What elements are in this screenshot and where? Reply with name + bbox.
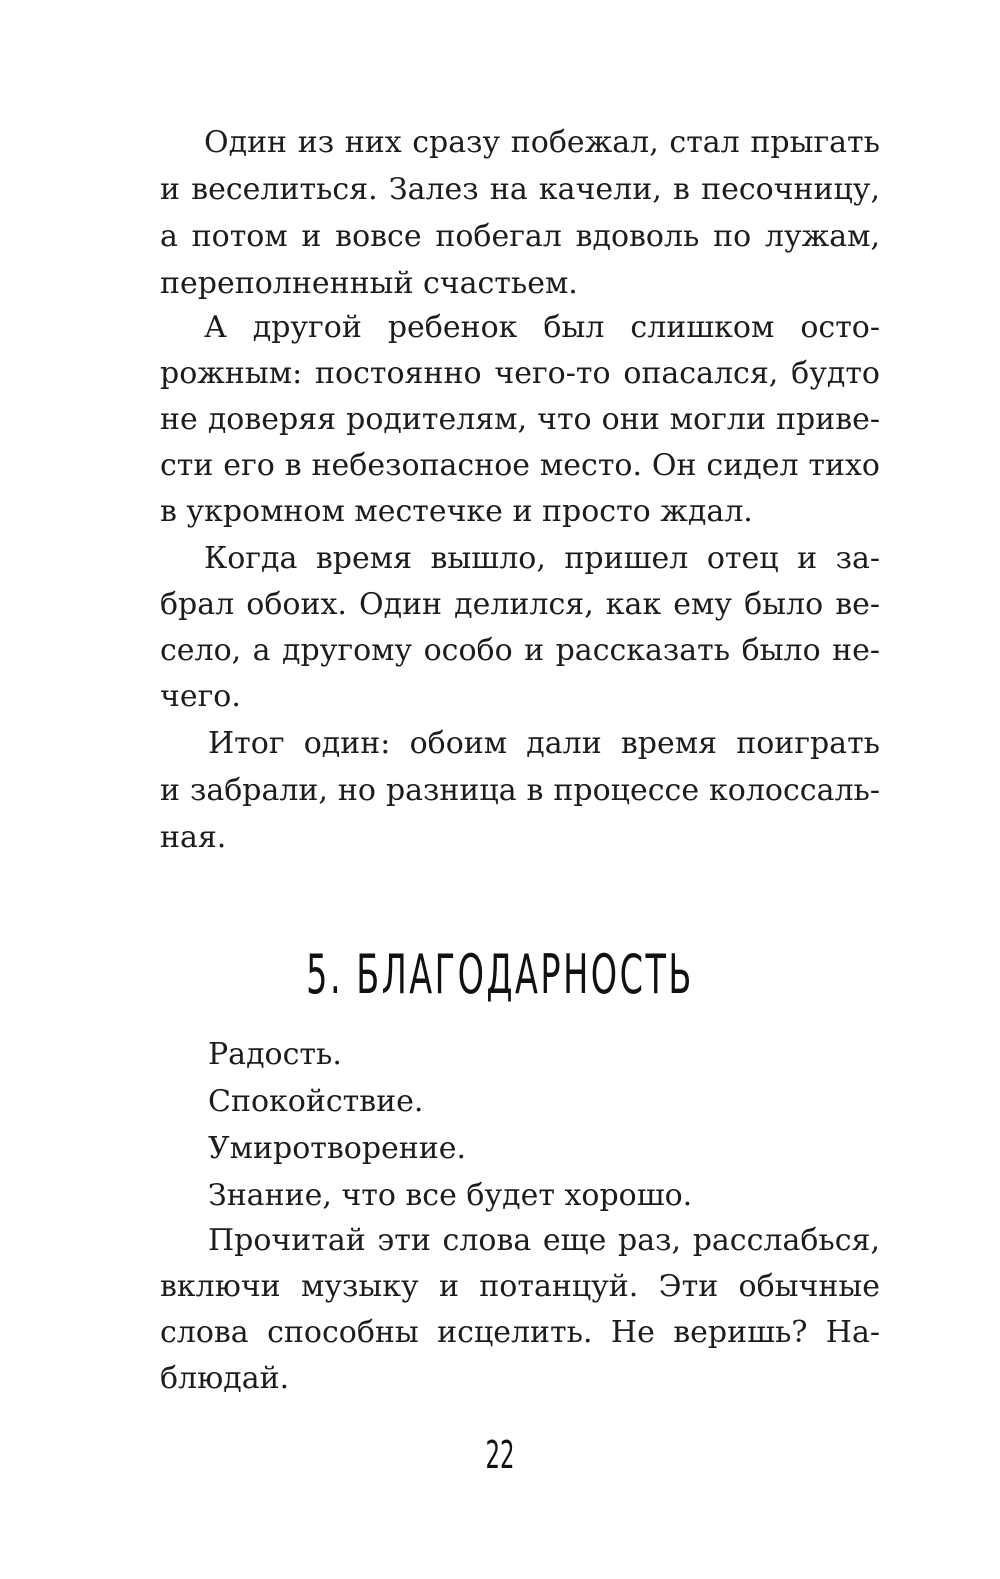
- paragraph-line: а потом и вовсе побегал вдоволь по лужам,: [160, 219, 880, 254]
- section-heading: 5. БЛАГОДАРНОСТЬ: [306, 943, 694, 1006]
- paragraph-line: ная.: [160, 820, 227, 855]
- paragraph-line: не доверяя родителям, что они могли приве-: [160, 402, 880, 437]
- page-number: 22: [485, 1433, 515, 1477]
- paragraph-line: слова способны исцелить. Не веришь? На-: [160, 1315, 880, 1350]
- paragraph-line: Один из них сразу побежал, стал прыгать: [204, 125, 880, 160]
- paragraph-line: А другой ребенок был слишком осто-: [204, 310, 880, 345]
- paragraph-line: село, а другому особо и рассказать было не-: [160, 633, 880, 668]
- paragraph-line: и забрали, но разница в процессе колоссаль-: [160, 773, 880, 808]
- paragraph-line: рожным: постоянно чего-то опасался, будто: [160, 356, 880, 391]
- paragraph-line: Прочитай эти слова еще раз, расслабься,: [208, 1223, 880, 1258]
- paragraph-line: Когда время вышло, пришел отец и за-: [204, 541, 880, 576]
- short-line: Знание, что все будет хорошо.: [208, 1178, 693, 1213]
- paragraph-line: включи музыку и потанцуй. Эти обычные: [160, 1269, 880, 1304]
- paragraph-line: брал обоих. Один делился, как ему было ве-: [160, 587, 880, 622]
- short-line: Умиротворение.: [208, 1131, 467, 1166]
- paragraph-line: сти его в небезопасное место. Он сидел тихо: [160, 448, 880, 483]
- short-line: Радость.: [208, 1037, 342, 1072]
- paragraph-line: блюдай.: [160, 1361, 290, 1396]
- paragraph-line: в укромном местечке и просто ждал.: [160, 494, 753, 529]
- paragraph-line: Итог один: обоим дали время поиграть: [208, 726, 880, 761]
- short-line: Спокойствие.: [208, 1084, 424, 1119]
- paragraph-line: чего.: [160, 679, 241, 714]
- paragraph-line: переполненный счастьем.: [160, 266, 578, 301]
- paragraph-line: и веселиться. Залез на качели, в песочницу,: [160, 172, 880, 207]
